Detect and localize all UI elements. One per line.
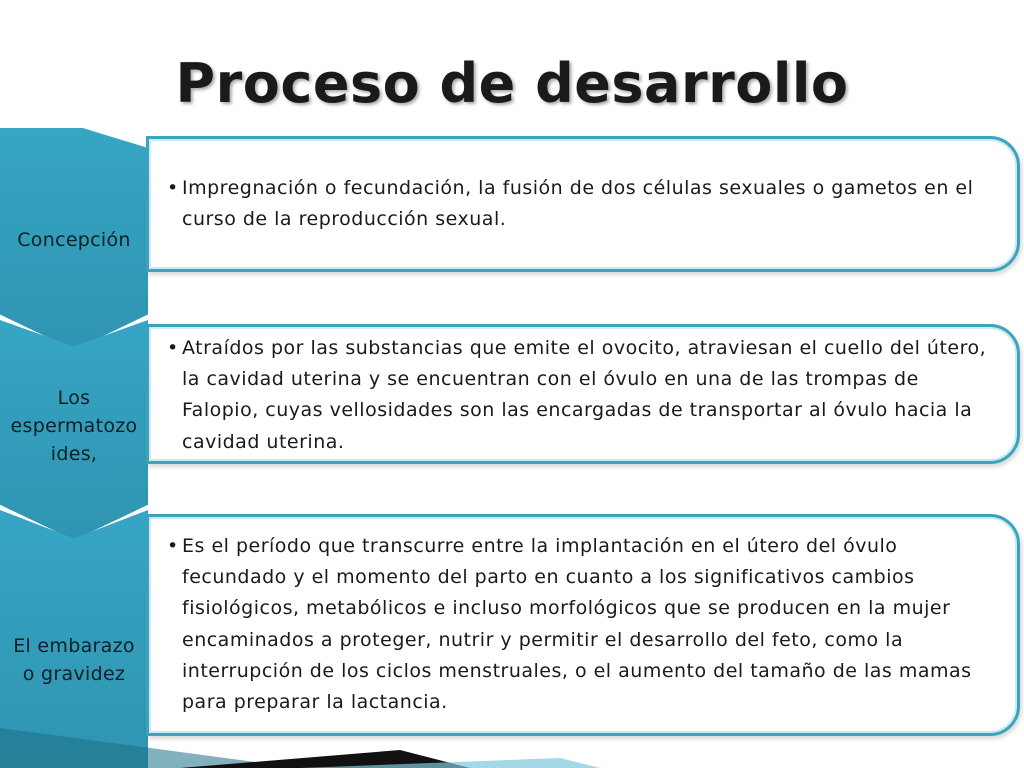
bullet-marker: • xyxy=(167,177,179,199)
stage-label-line: espermatozo xyxy=(10,415,138,437)
stage-label-line: o gravidez xyxy=(22,663,126,685)
stage-label-espermatozoides xyxy=(0,384,148,468)
stage-label-concepcion xyxy=(0,226,148,254)
stage-description: Atraídos por las substancias que emite el ovocito, atraviesan el cuello del útero, la cavidad uterina y se encuentran con el óvulo en una de las trompas de Falopio, cuyas vellosidades son las encargadas de transportar al óvulo hacia la cavidad uterina. xyxy=(182,337,987,453)
bullet-marker: • xyxy=(167,535,179,557)
stage-bullet-item xyxy=(167,173,995,235)
bullet-marker: • xyxy=(167,337,179,359)
stage-bullet-item xyxy=(167,333,995,458)
stage-content-box-espermatozoides xyxy=(146,324,1020,464)
stage-content-box-embarazo xyxy=(146,514,1020,736)
stage-label-line: El embarazo xyxy=(13,635,135,657)
slide-title: Proceso de desarrollo xyxy=(175,52,849,115)
stage-description: Es el período que transcurre entre la implantación en el útero del óvulo fecundado y el momento del parto en cuanto a los significativos cambios fisiológicos, metabólicos e incluso morfológicos que se producen en la mujer encaminados a proteger, nutrir y permitir el desarrollo del feto, como la interrupción de los ciclos menstruales, o el aumento del tamaño de las mamas para preparar la lactancia. xyxy=(182,535,972,714)
stage-content-box-concepcion xyxy=(146,136,1020,272)
stage-bullet-item xyxy=(167,531,995,718)
stage-label-embarazo xyxy=(0,632,148,688)
stage-label-text: Concepción xyxy=(17,229,131,251)
stage-label-line: ides, xyxy=(50,443,98,465)
stage-description: Impregnación o fecundación, la fusión de dos células sexuales o gametos en el curso de la reproducción sexual. xyxy=(182,177,974,231)
stage-label-line: Los xyxy=(57,387,91,409)
